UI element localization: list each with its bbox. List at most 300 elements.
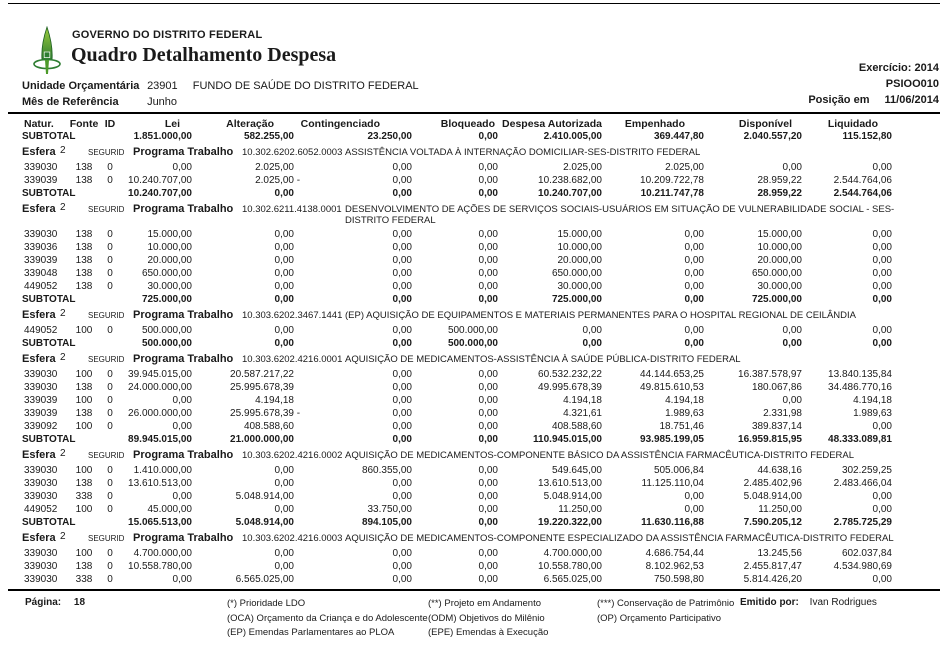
amount-cell: 0,00	[684, 325, 704, 336]
amount-cell: 0,00	[392, 395, 412, 406]
amount-cell: 19.220.322,00	[538, 517, 602, 528]
natureza-cell: 339036	[24, 242, 58, 253]
amount-cell: 2.025,00 -	[255, 175, 301, 186]
legend-item: (**) Projeto em Andamento	[428, 598, 542, 609]
uo-label: Unidade Orçamentária	[22, 80, 140, 92]
amount-cell: 0,00	[392, 478, 412, 489]
emitido-label: Emitido por:	[740, 597, 799, 608]
programa-trabalho-label: Programa Trabalho	[133, 449, 234, 461]
expense-table	[0, 118, 949, 586]
legend-item: (ODM) Objetivos do Milênio	[428, 612, 545, 624]
segurid-label: SEGURID	[88, 534, 125, 543]
amount-cell: 725.000,00	[141, 294, 192, 305]
amount-cell: 5.814.426,20	[743, 574, 802, 585]
amount-cell: 6.565.025,00	[543, 574, 602, 585]
amount-cell: 21.000.000,00	[230, 434, 294, 445]
amount-cell: 8.102.962,53	[645, 561, 704, 572]
amount-cell: 44.638,16	[757, 465, 802, 476]
table-row	[0, 368, 949, 381]
id-cell: 0	[107, 281, 113, 292]
segurid-label: SEGURID	[88, 311, 125, 320]
programa-trabalho-descricao: (EP) AQUISIÇÃO DE EQUIPAMENTOS E MATERIAIS PERMANENTES PARA O HOSPITAL REGIONAL DE CEILÂNDIA	[345, 310, 856, 321]
unidade-orcamentaria-line	[22, 80, 419, 92]
fonte-cell: 138	[75, 478, 93, 489]
programa-trabalho-code: 10.302.6211.4138.0001	[242, 204, 342, 215]
uo-name: FUNDO DE SAÚDE DO DISTRITO FEDERAL	[192, 80, 419, 92]
amount-cell: 0,00	[274, 188, 294, 199]
amount-cell: 0,00	[684, 242, 704, 253]
amount-cell: 725.000,00	[551, 294, 602, 305]
page-title: Quadro Detalhamento Despesa	[71, 44, 337, 66]
amount-cell: 1.989,63	[853, 408, 892, 419]
subtotal-row	[0, 187, 949, 200]
table-row	[0, 503, 949, 516]
amount-cell: 0,00	[478, 294, 498, 305]
amount-cell: 602.037,84	[841, 548, 892, 559]
section-header	[0, 532, 949, 545]
amount-cell: 24.000.000,00	[128, 382, 192, 393]
amount-cell: 5.048.914,00	[235, 491, 294, 502]
legend-column-3	[597, 597, 734, 626]
fonte-cell: 138	[75, 382, 93, 393]
pagina-label: Página:	[25, 597, 62, 608]
programa-trabalho-code: 10.303.6202.4216.0001	[242, 354, 343, 365]
exercicio-label: Exercício:	[858, 62, 912, 74]
amount-cell: 4.700.000,00	[133, 548, 192, 559]
amount-cell: 0,00	[392, 281, 412, 292]
amount-cell: 23.250,00	[367, 131, 412, 142]
amount-cell: 10.558.780,00	[128, 561, 192, 572]
amount-cell: 4.686.754,44	[645, 548, 704, 559]
fonte-cell: 138	[75, 242, 93, 253]
amount-cell: 48.333.089,81	[828, 434, 892, 445]
programa-trabalho-label: Programa Trabalho	[133, 309, 234, 321]
amount-cell: 11.250,00	[758, 504, 802, 515]
amount-cell: 500.000,00	[141, 325, 192, 336]
amount-cell: 0,00	[582, 325, 602, 336]
amount-cell: 15.000,00	[757, 229, 802, 240]
amount-cell: 0,00	[872, 338, 892, 349]
amount-cell: 0,00	[478, 465, 498, 476]
emitido-por-line	[740, 597, 877, 608]
amount-cell: 2.455.817,47	[743, 561, 802, 572]
segurid-label: SEGURID	[88, 148, 125, 157]
amount-cell: 2.025,00	[255, 162, 294, 173]
amount-cell: 650.000,00	[751, 268, 802, 279]
amount-cell: 0,00	[392, 162, 412, 173]
amount-cell: 0,00	[392, 421, 412, 432]
amount-cell: 13.610.513,00	[538, 478, 602, 489]
legend-column-2	[428, 597, 548, 641]
amount-cell: 0,00	[478, 517, 498, 528]
amount-cell: 44.144.653,25	[640, 369, 704, 380]
amount-cell: 0,00	[684, 504, 704, 515]
subtotal-label: SUBTOTAL	[22, 131, 76, 142]
amount-cell: 0,00	[478, 434, 498, 445]
column-header: Lei	[164, 118, 180, 130]
amount-cell: 4.194,18	[665, 395, 704, 406]
section-header	[0, 353, 949, 366]
column-header: Despesa Autorizada	[502, 118, 602, 130]
table-body	[0, 130, 949, 586]
report-code: PSIOO010	[885, 78, 939, 90]
id-cell: 0	[107, 175, 113, 186]
fonte-cell: 138	[75, 268, 93, 279]
table-row	[0, 161, 949, 174]
amount-cell: 0,00	[478, 281, 498, 292]
amount-cell: 0,00	[274, 504, 294, 515]
id-cell: 0	[107, 574, 113, 585]
id-cell: 0	[107, 561, 113, 572]
amount-cell: 0,00	[274, 281, 294, 292]
table-row	[0, 241, 949, 254]
natureza-cell: 339030	[24, 548, 58, 559]
amount-cell: 2.483.466,04	[833, 478, 892, 489]
amount-cell: 20.000,00	[147, 255, 192, 266]
header-rule	[8, 112, 940, 114]
amount-cell: 582.255,00	[243, 131, 294, 142]
id-cell: 0	[107, 408, 113, 419]
programa-trabalho-descricao: AQUISIÇÃO DE MEDICAMENTOS-ASSISTÊNCIA À SAÚDE PÚBLICA-DISTRITO FEDERAL	[345, 354, 741, 365]
table-row	[0, 547, 949, 560]
amount-cell: 0,00	[392, 338, 412, 349]
amount-cell: 408.588,60	[243, 421, 294, 432]
legend-item: (EPE) Emendas à Execução	[428, 627, 549, 638]
amount-cell: 408.588,60	[551, 421, 602, 432]
table-row	[0, 420, 949, 433]
amount-cell: 0,00	[478, 574, 498, 585]
natureza-cell: 339039	[24, 255, 58, 266]
amount-cell: 0,00	[782, 395, 802, 406]
id-cell: 0	[107, 421, 113, 432]
amount-cell: 10.000,00	[147, 242, 192, 253]
esfera-value: 2	[60, 308, 66, 319]
column-header: ID	[104, 118, 116, 130]
amount-cell: 0,00	[684, 268, 704, 279]
subtotal-label: SUBTOTAL	[22, 338, 76, 349]
amount-cell: 10.238.682,00	[538, 175, 602, 186]
amount-cell: 0,00	[478, 382, 498, 393]
natureza-cell: 339030	[24, 162, 58, 173]
amount-cell: 389.837,14	[751, 421, 802, 432]
natureza-cell: 339030	[24, 574, 58, 585]
amount-cell: 0,00	[274, 548, 294, 559]
gdf-logo-icon	[32, 26, 62, 78]
programa-trabalho-label: Programa Trabalho	[133, 532, 234, 544]
amount-cell: 10.000,00	[757, 242, 802, 253]
amount-cell: 0,00	[684, 255, 704, 266]
amount-cell: 60.532.232,22	[538, 369, 602, 380]
natureza-cell: 339039	[24, 395, 58, 406]
amount-cell: 500.000,00	[447, 338, 498, 349]
amount-cell: 0,00	[478, 268, 498, 279]
amount-cell: 0,00	[478, 188, 498, 199]
amount-cell: 33.750,00	[367, 504, 412, 515]
amount-cell: 1.851.000,00	[133, 131, 192, 142]
amount-cell: 4.534.980,69	[833, 561, 892, 572]
amount-cell: 0,00	[478, 255, 498, 266]
amount-cell: 2.410.005,00	[543, 131, 602, 142]
amount-cell: 10.240.707,00	[128, 175, 192, 186]
esfera-label: Esfera	[22, 203, 56, 215]
legend-item: (EP) Emendas Parlamentares ao PLOA	[227, 627, 395, 638]
page-number-line	[25, 597, 85, 608]
amount-cell: 0,00	[872, 162, 892, 173]
natureza-cell: 339092	[24, 421, 58, 432]
id-cell: 0	[107, 478, 113, 489]
amount-cell: 0,00	[478, 131, 498, 142]
amount-cell: 115.152,80	[842, 131, 892, 142]
amount-cell: 505.006,84	[653, 465, 704, 476]
amount-cell: 0,00	[478, 408, 498, 419]
amount-cell: 0,00	[392, 229, 412, 240]
legend-item: (OCA) Orçamento da Criança e do Adolescente	[227, 612, 428, 624]
amount-cell: 0,00	[274, 229, 294, 240]
amount-cell: 10.240.707,00	[538, 188, 602, 199]
natureza-cell: 339030	[24, 229, 58, 240]
amount-cell: 30.000,00	[757, 281, 802, 292]
amount-cell: 0,00	[478, 491, 498, 502]
amount-cell: 0,00	[172, 395, 192, 406]
amount-cell: 10.000,00	[557, 242, 602, 253]
amount-cell: 2.544.764,06	[833, 175, 892, 186]
subtotal-row	[0, 130, 949, 143]
amount-cell: 10.209.722,78	[640, 175, 704, 186]
amount-cell: 0,00	[478, 548, 498, 559]
table-row	[0, 228, 949, 241]
table-row	[0, 560, 949, 573]
amount-cell: 10.240.707,00	[128, 188, 192, 199]
amount-cell: 0,00	[478, 478, 498, 489]
posicao-date: 11/06/2014	[884, 94, 939, 106]
amount-cell: 45.000,00	[147, 504, 192, 515]
id-cell: 0	[107, 504, 113, 515]
amount-cell: 11.125.110,04	[641, 478, 704, 489]
amount-cell: 39.945.015,00	[128, 369, 192, 380]
amount-cell: 0,00	[392, 268, 412, 279]
amount-cell: 0,00	[872, 491, 892, 502]
amount-cell: 0,00	[478, 162, 498, 173]
amount-cell: 25.995.678,39	[230, 382, 294, 393]
amount-cell: 0,00	[172, 162, 192, 173]
column-header: Liquidado	[827, 118, 878, 130]
amount-cell: 0,00	[782, 162, 802, 173]
id-cell: 0	[107, 255, 113, 266]
esfera-label: Esfera	[22, 146, 56, 158]
table-row	[0, 267, 949, 280]
subtotal-row	[0, 293, 949, 306]
esfera-value: 2	[60, 145, 66, 156]
column-header: Disponível	[738, 118, 792, 130]
id-cell: 0	[107, 548, 113, 559]
amount-cell: 11.630.116,88	[641, 517, 704, 528]
amount-cell: 13.840.135,84	[828, 369, 892, 380]
natureza-cell: 339030	[24, 369, 58, 380]
amount-cell: 0,00	[872, 281, 892, 292]
amount-cell: 5.048.914,00	[235, 517, 294, 528]
esfera-label: Esfera	[22, 449, 56, 461]
amount-cell: 0,00	[684, 294, 704, 305]
posicao-label: Posição em	[808, 94, 870, 106]
amount-cell: 0,00	[392, 574, 412, 585]
segurid-label: SEGURID	[88, 355, 125, 364]
amount-cell: 4.194,18	[255, 395, 294, 406]
column-header: Natur.	[24, 118, 54, 130]
amount-cell: 0,00	[274, 294, 294, 305]
amount-cell: 7.590.205,12	[743, 517, 802, 528]
legend-column-1	[227, 597, 428, 641]
amount-cell: 302.259,25	[841, 465, 892, 476]
amount-cell: 0,00	[478, 229, 498, 240]
subtotal-label: SUBTOTAL	[22, 434, 76, 445]
amount-cell: 0,00	[392, 175, 412, 186]
subtotal-row	[0, 516, 949, 529]
column-header: Empenhado	[624, 118, 685, 130]
segurid-label: SEGURID	[88, 451, 125, 460]
amount-cell: 28.959,22	[757, 175, 802, 186]
programa-trabalho-descricao: ASSISTÊNCIA VOLTADA À INTERNAÇÃO DOMICILIAR-SES-DISTRITO FEDERAL	[345, 147, 701, 158]
amount-cell: 15.000,00	[147, 229, 192, 240]
fonte-cell: 138	[75, 561, 93, 572]
table-row	[0, 573, 949, 586]
programa-trabalho-descricao: AQUISIÇÃO DE MEDICAMENTOS-COMPONENTE BÁSICO DA ASSISTÊNCIA FARMACÊUTICA-DISTRITO FEDERAL	[345, 450, 855, 461]
subtotal-row	[0, 337, 949, 350]
amount-cell: 20.000,00	[557, 255, 602, 266]
amount-cell: 110.945.015,00	[533, 434, 602, 445]
programa-trabalho-code: 10.303.6202.4216.0003	[242, 533, 343, 544]
column-header: Bloqueado	[440, 118, 495, 130]
pagina-value: 18	[73, 597, 86, 608]
natureza-cell: 339048	[24, 268, 58, 279]
amount-cell: 750.598,80	[653, 574, 704, 585]
amount-cell: 2.025,00	[563, 162, 602, 173]
amount-cell: 0,00	[172, 491, 192, 502]
amount-cell: 0,00	[872, 255, 892, 266]
amount-cell: 0,00	[684, 491, 704, 502]
amount-cell: 2.025,00	[665, 162, 704, 173]
fonte-cell: 138	[75, 281, 93, 292]
esfera-value: 2	[60, 448, 66, 459]
amount-cell: 0,00	[872, 504, 892, 515]
table-header-row	[0, 118, 949, 130]
id-cell: 0	[107, 162, 113, 173]
amount-cell: 28.959,22	[757, 188, 802, 199]
esfera-label: Esfera	[22, 309, 56, 321]
amount-cell: 0,00	[392, 188, 412, 199]
emitido-value: Ivan Rodrigues	[809, 597, 877, 608]
amount-cell: 11.250,00	[558, 504, 602, 515]
amount-cell: 13.245,56	[757, 548, 802, 559]
amount-cell: 0,00	[872, 229, 892, 240]
amount-cell: 5.048.914,00	[743, 491, 802, 502]
amount-cell: 0,00	[392, 408, 412, 419]
amount-cell: 0,00	[392, 369, 412, 380]
amount-cell: 2.331,98	[763, 408, 802, 419]
amount-cell: 0,00	[274, 268, 294, 279]
amount-cell: 1.410.000,00	[133, 465, 192, 476]
natureza-cell: 339030	[24, 465, 58, 476]
amount-cell: 0,00	[172, 421, 192, 432]
amount-cell: 0,00	[478, 561, 498, 572]
esfera-label: Esfera	[22, 532, 56, 544]
fonte-cell: 100	[75, 325, 93, 336]
table-row	[0, 477, 949, 490]
amount-cell: 0,00	[872, 421, 892, 432]
amount-cell: 650.000,00	[551, 268, 602, 279]
id-cell: 0	[107, 491, 113, 502]
table-row	[0, 407, 949, 420]
esfera-value: 2	[60, 352, 66, 363]
subtotal-label: SUBTOTAL	[22, 188, 76, 199]
esfera-value: 2	[60, 531, 66, 542]
section-header	[0, 449, 949, 462]
programa-trabalho-descricao: DESENVOLVIMENTO DE AÇÕES DE SERVIÇOS SOCIAIS-USUÁRIOS EM SITUAÇÃO DE VULNERABILIDADE SOCIAL - SES-DISTRITO FEDERAL	[345, 204, 895, 226]
id-cell: 0	[107, 229, 113, 240]
table-row	[0, 174, 949, 187]
programa-trabalho-code: 10.302.6202.6052.0003	[242, 147, 343, 158]
natureza-cell: 449052	[24, 281, 58, 292]
section-header	[0, 146, 949, 159]
amount-cell: 15.000,00	[557, 229, 602, 240]
id-cell: 0	[107, 465, 113, 476]
table-row	[0, 464, 949, 477]
id-cell: 0	[107, 382, 113, 393]
amount-cell: 18.751,46	[659, 421, 704, 432]
amount-cell: 0,00	[872, 574, 892, 585]
programa-trabalho-code: 10.303.6202.3467.1441	[242, 310, 343, 321]
id-cell: 0	[107, 325, 113, 336]
amount-cell: 34.486.770,16	[828, 382, 892, 393]
amount-cell: 49.995.678,39	[538, 382, 602, 393]
amount-cell: 0,00	[392, 491, 412, 502]
amount-cell: 0,00	[392, 561, 412, 572]
amount-cell: 0,00	[478, 369, 498, 380]
footer-rule	[8, 589, 940, 591]
legend-item: (***) Conservação de Patrimônio	[597, 598, 735, 609]
amount-cell: 0,00	[274, 561, 294, 572]
table-row	[0, 490, 949, 503]
amount-cell: 89.945.015,00	[128, 434, 192, 445]
amount-cell: 6.565.025,00	[235, 574, 294, 585]
amount-cell: 30.000,00	[147, 281, 192, 292]
amount-cell: 0,00	[392, 294, 412, 305]
amount-cell: 25.995.678,39 -	[230, 408, 301, 419]
legend-item: (*) Prioridade LDO	[227, 598, 306, 609]
amount-cell: 500.000,00	[447, 325, 498, 336]
mes-label: Mês de Referência	[22, 96, 119, 108]
amount-cell: 1.989,63	[665, 408, 704, 419]
fonte-cell: 338	[75, 491, 93, 502]
table-row	[0, 394, 949, 407]
programa-trabalho-label: Programa Trabalho	[133, 353, 234, 365]
esfera-label: Esfera	[22, 353, 56, 365]
natureza-cell: 449052	[24, 504, 58, 515]
amount-cell: 0,00	[274, 478, 294, 489]
amount-cell: 4.321,61	[563, 408, 602, 419]
amount-cell: 650.000,00	[141, 268, 192, 279]
table-row	[0, 280, 949, 293]
fonte-cell: 138	[75, 229, 93, 240]
exercicio-line	[808, 60, 939, 76]
amount-cell: 725.000,00	[751, 294, 802, 305]
amount-cell: 500.000,00	[141, 338, 192, 349]
gdf-logo	[32, 26, 62, 78]
fonte-cell: 100	[75, 369, 93, 380]
table-row	[0, 254, 949, 267]
amount-cell: 49.815.610,53	[640, 382, 704, 393]
amount-cell: 15.065.513,00	[128, 517, 192, 528]
amount-cell: 10.558.780,00	[538, 561, 602, 572]
